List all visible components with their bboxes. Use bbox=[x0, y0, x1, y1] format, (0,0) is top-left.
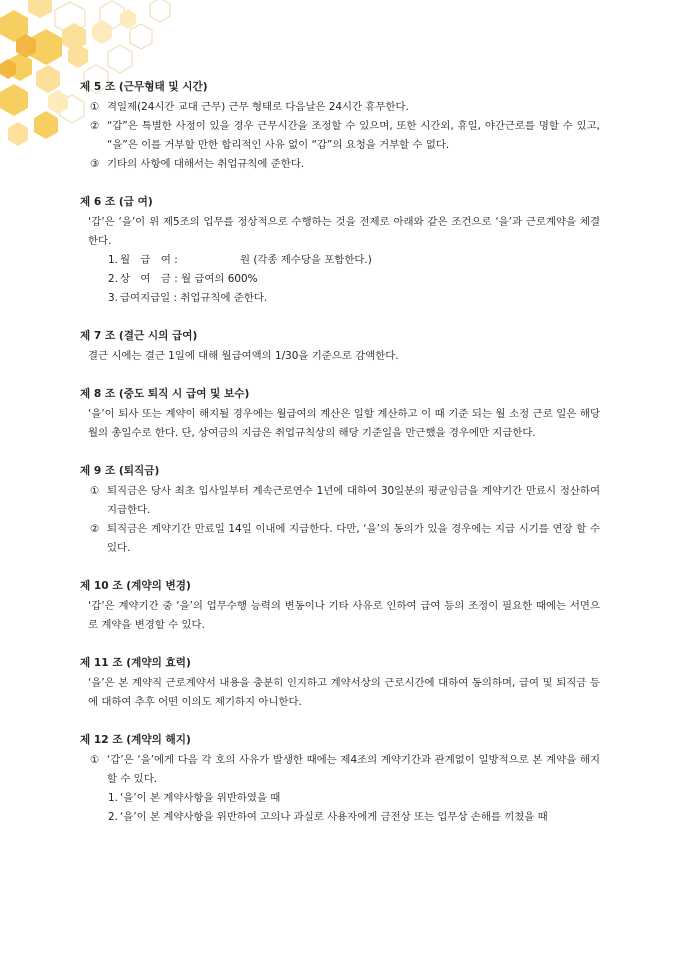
sub-item bbox=[80, 251, 600, 270]
article-11 bbox=[80, 654, 600, 712]
item-text: ‘갑’은 ‘을’에게 다음 각 호의 사유가 발생한 때에는 제4조의 계약기간과 관계없이 일방적으로 본 계약을 해지 할 수 있다. bbox=[107, 754, 600, 785]
sub-item-number: 2. bbox=[108, 811, 118, 823]
sub-item bbox=[80, 808, 600, 827]
article-title: 제 11 조 (계약의 효력) bbox=[80, 657, 191, 669]
list-item bbox=[80, 155, 600, 174]
article-title: 제 7 조 (결근 시의 급여) bbox=[80, 330, 198, 342]
article-paragraph: 결근 시에는 결근 1일에 대해 월급여액의 1/30을 기준으로 감액한다. bbox=[88, 350, 399, 362]
sub-item-text: 월 급 여 : 원 (각종 제수당을 포함한다.) bbox=[120, 254, 372, 266]
list-item bbox=[80, 751, 600, 789]
article-10 bbox=[80, 577, 600, 635]
article-6 bbox=[80, 193, 600, 308]
article-7 bbox=[80, 327, 600, 366]
item-number: ② bbox=[90, 523, 100, 535]
sub-item-number: 2. bbox=[108, 273, 118, 285]
item-number: ② bbox=[90, 120, 100, 132]
sub-item-number: 3. bbox=[108, 292, 118, 304]
article-8 bbox=[80, 385, 600, 443]
list-item bbox=[80, 520, 600, 558]
article-title: 제 5 조 (근무형태 및 시간) bbox=[80, 81, 208, 93]
sub-item-number: 1. bbox=[108, 254, 118, 266]
document-body bbox=[80, 78, 600, 846]
article-title: 제 6 조 (급 여) bbox=[80, 196, 153, 208]
article-paragraph: ‘갑’은 ‘을’이 위 제5조의 업무를 정상적으로 수행하는 것을 전제로 아래와 같은 조건으로 ‘을’과 근로계약을 체결한다. bbox=[88, 216, 600, 247]
article-title: 제 10 조 (계약의 변경) bbox=[80, 580, 191, 592]
article-paragraph: ‘을’은 본 계약직 근로계약서 내용을 충분히 인지하고 계약서상의 근로시간에 대하여 동의하며, 급여 및 퇴직금 등에 대하여 추후 어떤 이의도 제기하지 아니한다. bbox=[88, 677, 600, 708]
list-item bbox=[80, 482, 600, 520]
item-text: 퇴직금은 당사 최초 입사일부터 계속근로연수 1년에 대하여 30일분의 평균임금을 계약기간 만료시 정산하여 지급한다. bbox=[107, 485, 600, 516]
list-item bbox=[80, 98, 600, 117]
item-number: ① bbox=[90, 754, 100, 766]
article-paragraph: ‘갑’은 계약기간 중 ‘을’의 업무수행 능력의 변동이나 기타 사유로 인하여 급여 등의 조정이 필요한 때에는 서면으로 계약을 변경할 수 있다. bbox=[88, 600, 600, 631]
sub-item-number: 1. bbox=[108, 792, 118, 804]
sub-item bbox=[80, 270, 600, 289]
item-text: 기타의 사항에 대해서는 취업규칙에 준한다. bbox=[107, 158, 305, 170]
item-number: ① bbox=[90, 101, 100, 113]
article-title: 제 8 조 (중도 퇴직 시 급여 및 보수) bbox=[80, 388, 250, 400]
article-title: 제 9 조 (퇴직금) bbox=[80, 465, 160, 477]
sub-item-text: 급여지급일 : 취업규칙에 준한다. bbox=[120, 292, 268, 304]
item-number: ③ bbox=[90, 158, 100, 170]
article-9 bbox=[80, 462, 600, 558]
item-number: ① bbox=[90, 485, 100, 497]
sub-item-text: ‘을’이 본 계약사항을 위반하여 고의나 과실로 사용자에게 금전상 또는 업무상 손해를 끼쳤을 때 bbox=[120, 811, 548, 823]
list-item bbox=[80, 117, 600, 155]
sub-item-text: ‘을’이 본 계약사항을 위반하였을 때 bbox=[120, 792, 281, 804]
article-paragraph: ‘을’이 퇴사 또는 계약이 해지될 경우에는 월급여의 계산은 일할 계산하고 이 때 기준 되는 월 소정 근로 일은 해당 월의 총일수로 한다. 단, 상여금의 지급은 취업규칙상의 해당 기준일을 만근했을 경우에만 지급한다. bbox=[88, 408, 600, 439]
article-title: 제 12 조 (계약의 해지) bbox=[80, 734, 191, 746]
sub-item-text: 상 여 금 : 월 급여의 600% bbox=[120, 273, 258, 285]
sub-item bbox=[80, 789, 600, 808]
item-text: “갑”은 특별한 사정이 있을 경우 근무시간을 조정할 수 있으며, 또한 시간외, 휴일, 야간근로를 명할 수 있고, “을”은 이를 거부할 만한 합리적인 사유 없이 “갑”의 요청을 거부할 수 없다. bbox=[107, 120, 600, 151]
sub-item bbox=[80, 289, 600, 308]
article-12 bbox=[80, 731, 600, 827]
item-text: 격일제(24시간 교대 근무) 근무 형태로 다음날은 24시간 휴무한다. bbox=[107, 101, 409, 113]
article-5 bbox=[80, 78, 600, 174]
item-text: 퇴직금은 계약기간 만료일 14일 이내에 지급한다. 다만, ‘을’의 동의가 있을 경우에는 지급 시기를 연장 할 수 있다. bbox=[107, 523, 600, 554]
